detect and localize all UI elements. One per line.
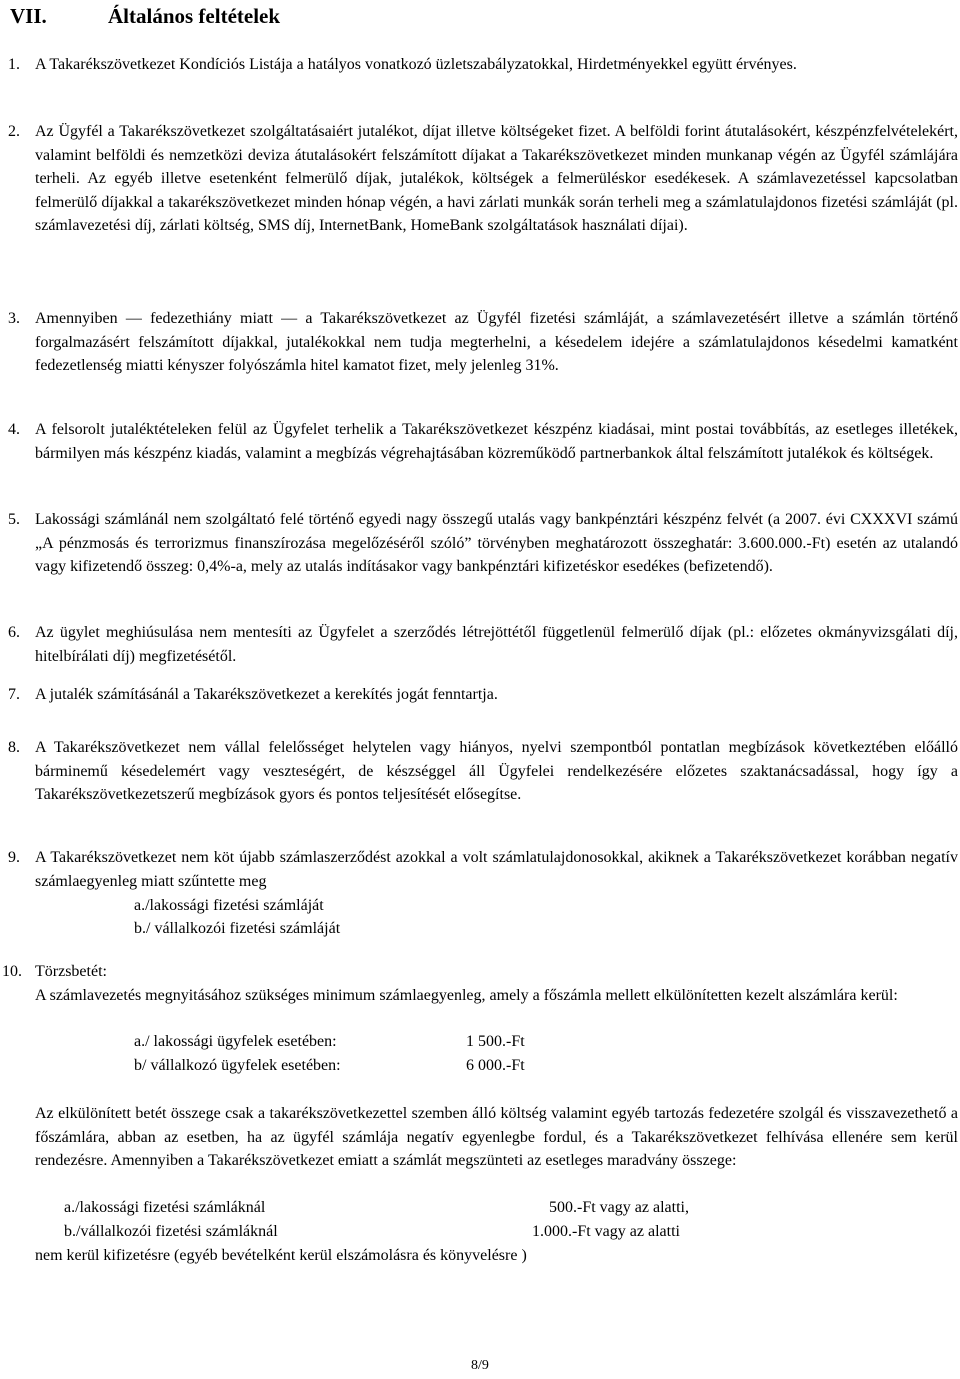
section-number: VII. — [10, 4, 47, 28]
item-number: 4. — [8, 421, 20, 438]
item-text: A Takarékszövetkezet Kondíciós Listája a hatályos vonatkozó üzletszabályzatokkal, Hirdetményekkel együtt érvényes. — [35, 56, 797, 73]
item10-row2-b-value: 1.000.-Ft vagy az alatti — [532, 1223, 680, 1240]
item-number: 7. — [8, 686, 20, 703]
item10-row2-a-value: 500.-Ft vagy az alatti, — [549, 1199, 689, 1216]
item10-row1-b-value: 6 000.-Ft — [466, 1057, 525, 1074]
item10-row1-a-label: a./ lakossági ügyfelek esetében: — [134, 1033, 337, 1050]
section-heading — [10, 4, 280, 29]
item-number: 5. — [8, 511, 20, 528]
item10-row2-a-label: a./lakossági fizetési számláknál — [64, 1199, 266, 1216]
item-text: Lakossági számlánál nem szolgáltató felé történő egyedi nagy összegű utalás vagy bankpénztári készpénz felvét (a 2007. évi CXXXVI számú „A pénzmosás és terrorizmus finanszírozása megelőzéséről szóló” törvényben meghatározott összeghatár: 3.600.000.-Ft) esetén az utalandó vagy kifizetendő összeg: 0,4%-a, mely az utalás indításakor vagy bankpénztári kifizetéskor esedékes (befizetendő). — [35, 511, 958, 575]
item-text: A jutalék számításánál a Takarékszövetkezet a kerekítés jogát fenntartja. — [35, 686, 498, 703]
item-number: 9. — [8, 849, 20, 866]
item-number: 3. — [8, 310, 20, 327]
item10-closing: nem kerül kifizetésre (egyéb bevételként kerül elszámolásra és könyvelésre ) — [35, 1247, 527, 1264]
item10-row1-b-label: b/ vállalkozó ügyfelek esetében: — [134, 1057, 341, 1074]
item-number: 8. — [8, 739, 20, 756]
item-number: 1. — [8, 56, 20, 73]
item-text: A Takarékszövetkezet nem köt újabb számlaszerződést azokkal a volt számlatulajdonosokkal, akiknek a Takarékszövetkezet korábban negatív számlaegyenleg miatt szűntette meg — [35, 849, 958, 890]
item-text: A felsorolt jutaléktételeken felül az Ügyfelet terhelik a Takarékszövetkezet készpénz kiadásai, mint postai továbbítás, az esetleges illetékek, bármilyen más készpénz kiadás, valamint a megbízás végrehajtásában közreműködő partnerbankok által felszámított jutalékok és költségek. — [35, 421, 958, 462]
item10-row2-b-label: b./vállalkozói fizetési számláknál — [64, 1223, 278, 1240]
item10-text1: A számlavezetés megnyitásához szükséges minimum számlaegyenleg, amely a főszámla mellett elkülönítetten kezelt alszámlára kerül: — [35, 986, 898, 1004]
item10-text2: Az elkülönített betét összege csak a takarékszövetkezettel szemben álló költség valamint egyéb tartozás fedezetére szolgál és visszavezethető a főszámlára, abban az esetben, ha az ügyfél számlája negatív egyenlegbe fordul, és a Takarékszövetkezet felhívása ellenére sem kerül rendezésre. Amennyiben a Takarékszövetkezet emiatt a számlát megszünteti az esetleges maradvány összege: — [35, 1105, 958, 1169]
item9-sub-a: a./lakossági fizetési számláját — [134, 897, 324, 914]
section-title: Általános feltételek — [108, 4, 281, 28]
item-text: A Takarékszövetkezet nem vállal felelősséget helytelen vagy hiányos, nyelvi szempontból pontatlan megbízások következtében előálló bárminemű késedelemért vagy veszteségért, de készséggel áll Ügyfelei rendelkezésére előzetes szaktanácsadással, hogy így a Takarékszövetkezetszerű megbízások gyors és pontos teljesítését elősegítse. — [35, 739, 958, 803]
item-text: Amennyiben — fedezethiány miatt — a Takarékszövetkezet az Ügyfél fizetési számláját, a számlavezetésért illetve a számlán történő forgalmazásért felszámított díjakkal, jutalékokkal nem tudja megterhelni, a késedelem idejére a számlatulajdonos késedelmi kamatként fedezetlenség miatti kényszer folyószámla hitel kamatot fizet, mely jelenleg 31%. — [35, 310, 958, 374]
item-text: Az Ügyfél a Takarékszövetkezet szolgáltatásaiért jutalékot, díjat illetve költségeket fizet. A belföldi forint átutalásokért, készpénzfelvételekért, valamint belföldi és nemzetközi deviza átutalásokért felszámított díjakat a Takarékszövetkezet minden munkanap végén az Ügyfél számlájára terheli. Az egyéb illetve esetenként felmerülő díjak, jutalékok, költségek a felmerüléskor esedékesek. A számlavezetéssel kapcsolatban felmerülő díjakkal a takarékszövetkezet minden hónap végén, a havi zárlati munkák során terheli meg a számlatulajdonos fizetési számláját (pl. számlavezetési díj, zárlati költség, SMS díj, InternetBank, HomeBank szolgáltatások használati díjai). — [35, 123, 958, 234]
item10-row1-a-value: 1 500.-Ft — [466, 1033, 525, 1050]
item-number: 6. — [8, 624, 20, 641]
item-number: 10. — [2, 963, 22, 980]
item-text: Az ügylet meghiúsulása nem mentesíti az Ügyfelet a szerződés létrejöttétől függetlenül felmerülő díjak (pl.: előzetes okmányvizsgálati díj, hitelbírálati díj) megfizetésétől. — [35, 624, 958, 665]
item10-title: Törzsbetét: — [35, 963, 107, 980]
item-number: 2. — [8, 123, 20, 140]
page-number: 8/9 — [471, 1358, 489, 1373]
item9-sub-b: b./ vállalkozói fizetési számláját — [134, 920, 341, 937]
